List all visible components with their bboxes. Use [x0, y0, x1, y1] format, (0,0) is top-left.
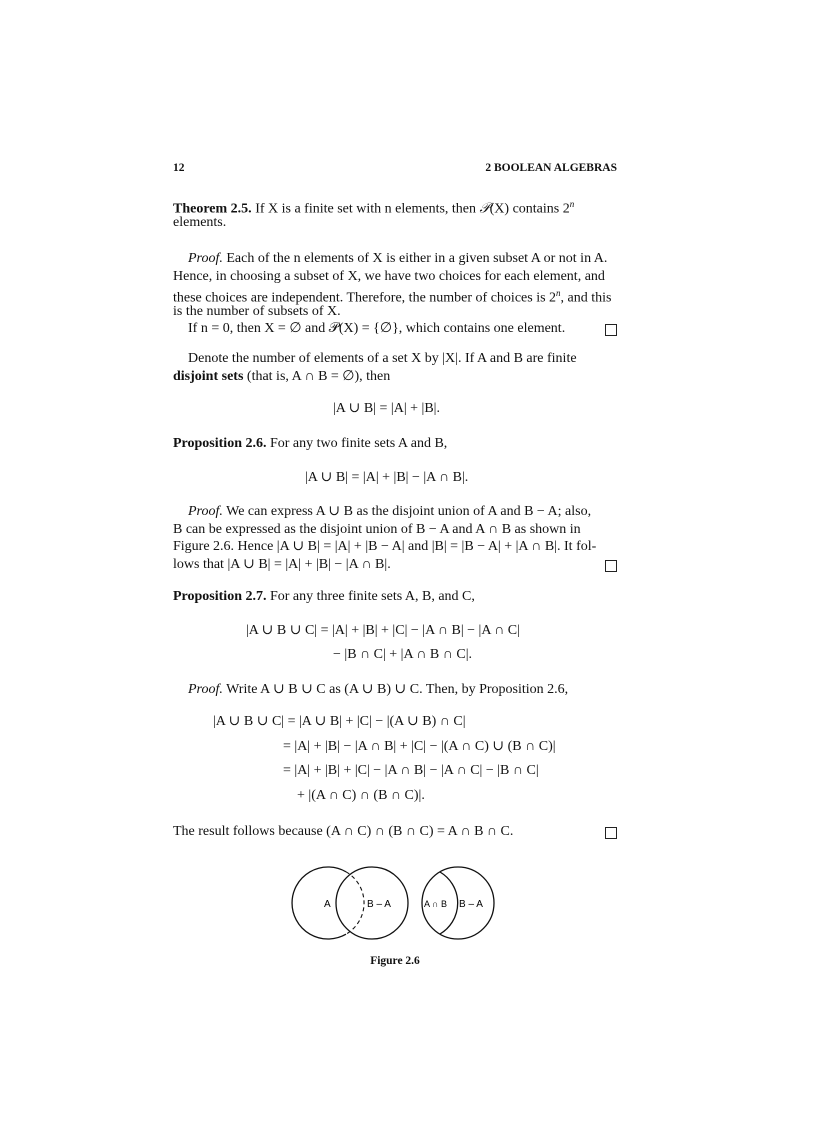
theorem-line2: elements.	[173, 214, 227, 230]
proof1-sup: n	[556, 288, 561, 298]
equation-proof3-line3: = |A| + |B| + |C| − |A ∩ B| − |A ∩ C| − |B ∩ C|	[283, 763, 539, 778]
proof1-line4: is the number of subsets of X.	[173, 303, 341, 319]
prop26-text: For any two finite sets A and B,	[266, 436, 448, 451]
proof1-line5: If n = 0, then X = ∅ and 𝒫(X) = {∅}, which contains one element.	[188, 321, 566, 336]
equation-proof3-line1: |A ∪ B ∪ C| = |A ∪ B| + |C| − |(A ∪ B) ∩ C|	[213, 714, 466, 729]
proof2-line3: Figure 2.6. Hence |A ∪ B| = |A| + |B − A| and |B| = |B − A| + |A ∩ B|. It fol-	[173, 539, 597, 554]
proof1-line2: Hence, in choosing a subset of X, we have two choices for each element, and	[173, 268, 605, 284]
equation-prop27-line1: |A ∪ B ∪ C| = |A| + |B| + |C| − |A ∩ B| − |A ∩ C|	[246, 623, 520, 638]
label-a: A	[324, 899, 331, 910]
proof2-line4: lows that |A ∪ B| = |A| + |B| − |A ∩ B|.	[173, 556, 391, 572]
proof1-line1: Each of the n elements of X is either in a given subset A or not in A.	[222, 251, 608, 266]
page-number: 12	[173, 162, 185, 174]
disjoint-paragraph	[173, 350, 617, 385]
proof1-line3-end: , and this	[560, 290, 612, 306]
set-a-dashed-arc	[346, 872, 364, 934]
equation-proof3-line2: = |A| + |B| − |A ∩ B| + |C| − |(A ∩ C) ∪ (B ∩ C)|	[283, 739, 556, 754]
proof2-line1: We can express A ∪ B as the disjoint union of A and B − A; also,	[222, 504, 592, 519]
proposition-2-7	[173, 588, 617, 606]
proof3-label: Proof.	[188, 682, 223, 697]
qed-box	[605, 560, 617, 572]
proof-label: Proof.	[188, 251, 223, 266]
equation-disjoint: |A ∪ B| = |A| + |B|.	[333, 401, 440, 416]
disjoint-line2: (that is, A ∩ B = ∅), then	[243, 368, 391, 384]
prop26-label: Proposition 2.6.	[173, 436, 267, 451]
proof2-line2: B can be expressed as the disjoint union of B − A and A ∩ B as shown in	[173, 521, 581, 537]
theorem-2-5: Theorem 2.5. If X is a finite set with n elements, then 𝒫(X) contains 2$^n$ elements.	[173, 196, 617, 231]
proof-theorem-2-5	[173, 250, 617, 338]
proof2-label: Proof.	[188, 504, 223, 519]
equation-prop26: |A ∪ B| = |A| + |B| − |A ∩ B|.	[305, 470, 469, 485]
venn-left	[292, 867, 408, 939]
theorem-text-a: If X is a finite set with n elements, then	[251, 201, 480, 217]
figure-2-6-venn	[290, 860, 510, 945]
label-b-minus-a-right: B – A	[459, 899, 483, 910]
theorem-text-b: (X) contains 2	[489, 201, 570, 217]
disjoint-sets-term: disjoint sets	[173, 368, 244, 384]
disjoint-line1: Denote the number of elements of a set X by |X|. If A and B are finite	[188, 351, 577, 366]
theorem-label: Theorem 2.5.	[173, 201, 252, 217]
equation-prop27-line2: − |B ∩ C| + |A ∩ B ∩ C|.	[333, 647, 473, 662]
proof-prop-2-6	[173, 503, 617, 573]
prop27-text: For any three finite sets A, B, and C,	[266, 589, 475, 604]
proof3-result-text: The result follows because (A ∩ C) ∩ (B ∩ C) = A ∩ B ∩ C.	[173, 824, 514, 839]
figure-caption: Figure 2.6	[370, 955, 420, 967]
proposition-2-6	[173, 435, 617, 453]
label-b-minus-a-left: B – A	[367, 899, 391, 910]
running-head: 2 BOOLEAN ALGEBRAS	[485, 162, 617, 174]
qed-box	[605, 324, 617, 336]
qed-box	[605, 827, 617, 839]
proof3-text: Write A ∪ B ∪ C as (A ∪ B) ∪ C. Then, by Proposition 2.6,	[222, 682, 569, 697]
venn-right	[422, 867, 494, 939]
theorem-sup: n	[569, 199, 575, 209]
prop27-label: Proposition 2.7.	[173, 589, 267, 604]
equation-proof3-line4: + |(A ∩ C) ∩ (B ∩ C)|.	[297, 788, 425, 803]
label-a-intersect-b: A ∩ B	[424, 899, 447, 909]
proof-prop-2-7	[173, 681, 617, 699]
proof3-result	[173, 823, 617, 841]
proof1-line3: these choices are independent. Therefore, the number of choices is 2	[173, 290, 557, 306]
set-a-circle	[292, 867, 346, 939]
